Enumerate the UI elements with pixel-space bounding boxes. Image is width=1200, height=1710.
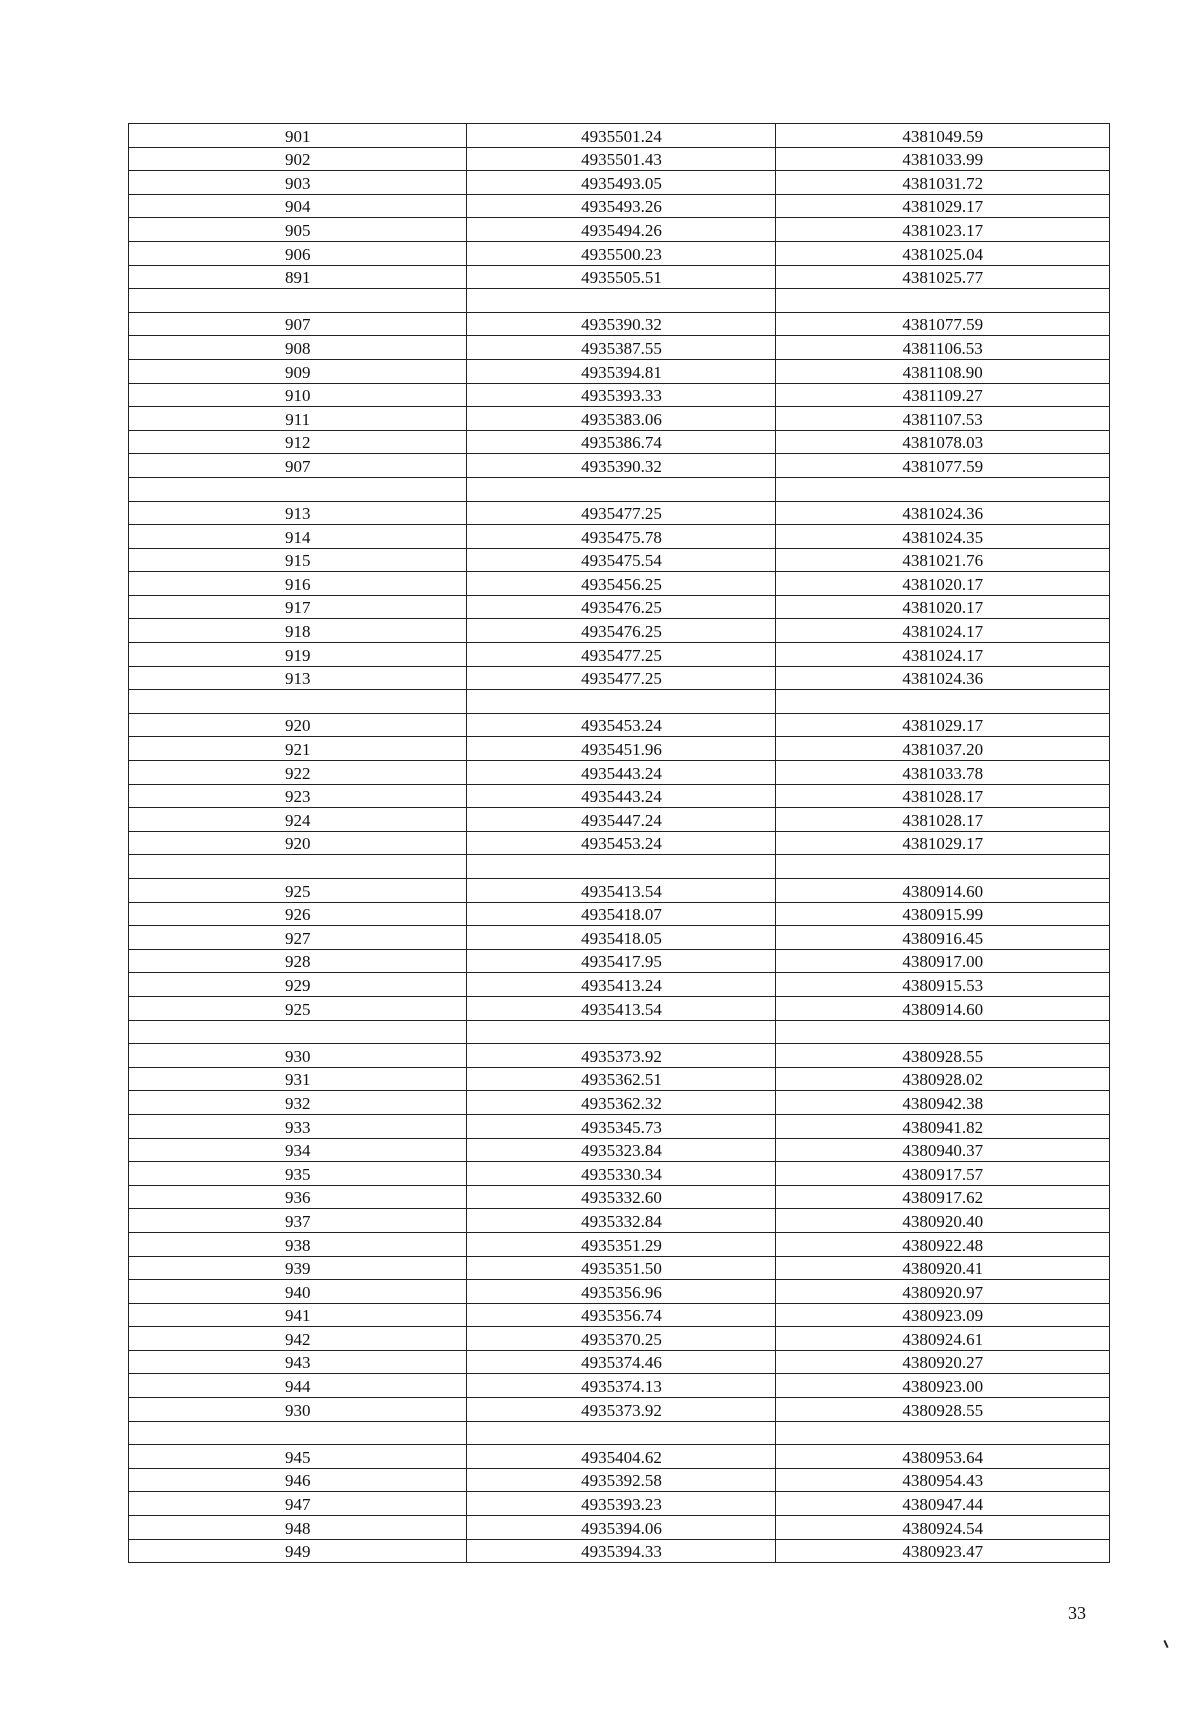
- x-coordinate-cell: 4935387.55: [467, 336, 776, 360]
- table-row: [129, 241, 1110, 265]
- table-row: [129, 147, 1110, 171]
- x-coordinate-cell: 4935362.32: [467, 1091, 776, 1115]
- y-coordinate-cell: 4380954.43: [776, 1468, 1110, 1492]
- y-coordinate-cell: 4381025.77: [776, 265, 1110, 289]
- y-coordinate-cell: 4381109.27: [776, 383, 1110, 407]
- x-coordinate-cell: 4935374.46: [467, 1350, 776, 1374]
- y-coordinate-cell: 4381077.59: [776, 312, 1110, 336]
- point-number-cell: 920: [129, 713, 467, 737]
- point-number-cell: 913: [129, 501, 467, 525]
- point-number-cell: 938: [129, 1232, 467, 1256]
- x-coordinate-cell: 4935362.51: [467, 1067, 776, 1091]
- x-coordinate-cell: 4935417.95: [467, 949, 776, 973]
- table-row: [129, 1256, 1110, 1280]
- y-coordinate-cell: 4380923.09: [776, 1303, 1110, 1327]
- point-number-cell: 917: [129, 595, 467, 619]
- point-number-cell: 925: [129, 996, 467, 1020]
- y-coordinate-cell: 4381024.36: [776, 501, 1110, 525]
- y-coordinate-cell: 4381020.17: [776, 595, 1110, 619]
- x-coordinate-cell: [467, 855, 776, 879]
- point-number-cell: 933: [129, 1114, 467, 1138]
- table-row: [129, 383, 1110, 407]
- point-number-cell: 930: [129, 1044, 467, 1068]
- table-row: [129, 1209, 1110, 1233]
- table-row: [129, 643, 1110, 667]
- point-number-cell: 910: [129, 383, 467, 407]
- point-number-cell: 932: [129, 1091, 467, 1115]
- y-coordinate-cell: 4381024.36: [776, 666, 1110, 690]
- y-coordinate-cell: 4380920.40: [776, 1209, 1110, 1233]
- table-row: [129, 973, 1110, 997]
- table-row: [129, 1303, 1110, 1327]
- x-coordinate-cell: 4935453.24: [467, 831, 776, 855]
- x-coordinate-cell: 4935390.32: [467, 454, 776, 478]
- x-coordinate-cell: 4935394.33: [467, 1539, 776, 1563]
- point-number-cell: 919: [129, 643, 467, 667]
- x-coordinate-cell: 4935413.24: [467, 973, 776, 997]
- table-row: [129, 430, 1110, 454]
- coordinates-table: [128, 123, 1110, 1563]
- table-row: [129, 949, 1110, 973]
- page-number: 33: [1068, 1603, 1086, 1623]
- table-row: [129, 171, 1110, 195]
- x-coordinate-cell: 4935443.24: [467, 761, 776, 785]
- y-coordinate-cell: 4381023.17: [776, 218, 1110, 242]
- table-row: [129, 1020, 1110, 1044]
- y-coordinate-cell: [776, 1421, 1110, 1445]
- table-row: [129, 1185, 1110, 1209]
- y-coordinate-cell: 4381107.53: [776, 407, 1110, 431]
- x-coordinate-cell: 4935418.07: [467, 902, 776, 926]
- y-coordinate-cell: 4380928.55: [776, 1398, 1110, 1422]
- y-coordinate-cell: 4381029.17: [776, 831, 1110, 855]
- x-coordinate-cell: [467, 1020, 776, 1044]
- x-coordinate-cell: 4935356.74: [467, 1303, 776, 1327]
- point-number-cell: 915: [129, 548, 467, 572]
- y-coordinate-cell: 4381037.20: [776, 737, 1110, 761]
- table-row: [129, 1044, 1110, 1068]
- x-coordinate-cell: 4935351.29: [467, 1232, 776, 1256]
- point-number-cell: 920: [129, 831, 467, 855]
- table-row: [129, 666, 1110, 690]
- point-number-cell: 921: [129, 737, 467, 761]
- point-number-cell: 907: [129, 454, 467, 478]
- y-coordinate-cell: 4380920.41: [776, 1256, 1110, 1280]
- table-row: [129, 1327, 1110, 1351]
- table-row: [129, 501, 1110, 525]
- x-coordinate-cell: [467, 289, 776, 313]
- table-row: [129, 1162, 1110, 1186]
- x-coordinate-cell: 4935373.92: [467, 1044, 776, 1068]
- point-number-cell: 943: [129, 1350, 467, 1374]
- table-row: [129, 265, 1110, 289]
- point-number-cell: 931: [129, 1067, 467, 1091]
- table-row: [129, 1492, 1110, 1516]
- x-coordinate-cell: 4935383.06: [467, 407, 776, 431]
- table-row: [129, 525, 1110, 549]
- y-coordinate-cell: 4380923.47: [776, 1539, 1110, 1563]
- x-coordinate-cell: 4935323.84: [467, 1138, 776, 1162]
- table-row: [129, 1114, 1110, 1138]
- y-coordinate-cell: [776, 477, 1110, 501]
- y-coordinate-cell: 4381033.99: [776, 147, 1110, 171]
- x-coordinate-cell: [467, 477, 776, 501]
- point-number-cell: [129, 289, 467, 313]
- point-number-cell: 946: [129, 1468, 467, 1492]
- y-coordinate-cell: 4380914.60: [776, 996, 1110, 1020]
- y-coordinate-cell: 4381108.90: [776, 359, 1110, 383]
- x-coordinate-cell: 4935345.73: [467, 1114, 776, 1138]
- x-coordinate-cell: 4935501.24: [467, 124, 776, 148]
- table-row: [129, 336, 1110, 360]
- table-row: [129, 902, 1110, 926]
- y-coordinate-cell: 4381033.78: [776, 761, 1110, 785]
- y-coordinate-cell: 4380915.99: [776, 902, 1110, 926]
- table-row: [129, 1398, 1110, 1422]
- x-coordinate-cell: 4935394.81: [467, 359, 776, 383]
- point-number-cell: 913: [129, 666, 467, 690]
- x-coordinate-cell: 4935456.25: [467, 572, 776, 596]
- y-coordinate-cell: 4381028.17: [776, 808, 1110, 832]
- table-row: [129, 218, 1110, 242]
- point-number-cell: 908: [129, 336, 467, 360]
- table-row: [129, 289, 1110, 313]
- table-row: [129, 359, 1110, 383]
- point-number-cell: 930: [129, 1398, 467, 1422]
- point-number-cell: 903: [129, 171, 467, 195]
- y-coordinate-cell: [776, 690, 1110, 714]
- y-coordinate-cell: 4380915.53: [776, 973, 1110, 997]
- table-row: [129, 690, 1110, 714]
- point-number-cell: 948: [129, 1516, 467, 1540]
- x-coordinate-cell: 4935356.96: [467, 1280, 776, 1304]
- x-coordinate-cell: 4935500.23: [467, 241, 776, 265]
- point-number-cell: 949: [129, 1539, 467, 1563]
- x-coordinate-cell: 4935453.24: [467, 713, 776, 737]
- x-coordinate-cell: 4935505.51: [467, 265, 776, 289]
- x-coordinate-cell: 4935475.78: [467, 525, 776, 549]
- table-row: [129, 996, 1110, 1020]
- y-coordinate-cell: 4380942.38: [776, 1091, 1110, 1115]
- x-coordinate-cell: 4935494.26: [467, 218, 776, 242]
- y-coordinate-cell: 4381024.35: [776, 525, 1110, 549]
- y-coordinate-cell: 4381049.59: [776, 124, 1110, 148]
- point-number-cell: 934: [129, 1138, 467, 1162]
- point-number-cell: 902: [129, 147, 467, 171]
- table-row: [129, 831, 1110, 855]
- table-row: [129, 1350, 1110, 1374]
- stray-mark: [1163, 1640, 1168, 1648]
- table-row: [129, 926, 1110, 950]
- point-number-cell: 924: [129, 808, 467, 832]
- point-number-cell: 916: [129, 572, 467, 596]
- point-number-cell: 901: [129, 124, 467, 148]
- table-row: [129, 1445, 1110, 1469]
- point-number-cell: 928: [129, 949, 467, 973]
- point-number-cell: 909: [129, 359, 467, 383]
- point-number-cell: [129, 690, 467, 714]
- table-row: [129, 784, 1110, 808]
- table-row: [129, 1539, 1110, 1563]
- x-coordinate-cell: 4935477.25: [467, 501, 776, 525]
- y-coordinate-cell: 4380923.00: [776, 1374, 1110, 1398]
- y-coordinate-cell: 4380920.27: [776, 1350, 1110, 1374]
- y-coordinate-cell: 4380928.55: [776, 1044, 1110, 1068]
- y-coordinate-cell: 4381029.17: [776, 713, 1110, 737]
- x-coordinate-cell: 4935418.05: [467, 926, 776, 950]
- point-number-cell: 941: [129, 1303, 467, 1327]
- table-row: [129, 1516, 1110, 1540]
- y-coordinate-cell: 4380917.57: [776, 1162, 1110, 1186]
- x-coordinate-cell: 4935447.24: [467, 808, 776, 832]
- y-coordinate-cell: 4380917.62: [776, 1185, 1110, 1209]
- table-row: [129, 737, 1110, 761]
- table-row: [129, 572, 1110, 596]
- point-number-cell: 911: [129, 407, 467, 431]
- y-coordinate-cell: [776, 855, 1110, 879]
- point-number-cell: 945: [129, 1445, 467, 1469]
- point-number-cell: 939: [129, 1256, 467, 1280]
- point-number-cell: 907: [129, 312, 467, 336]
- point-number-cell: 912: [129, 430, 467, 454]
- table-row: [129, 1138, 1110, 1162]
- x-coordinate-cell: 4935413.54: [467, 996, 776, 1020]
- table-row: [129, 595, 1110, 619]
- point-number-cell: 914: [129, 525, 467, 549]
- table-row: [129, 808, 1110, 832]
- table-row: [129, 407, 1110, 431]
- table-row: [129, 1374, 1110, 1398]
- coordinates-table-body: [129, 124, 1110, 1563]
- table-row: [129, 477, 1110, 501]
- point-number-cell: 905: [129, 218, 467, 242]
- y-coordinate-cell: 4380922.48: [776, 1232, 1110, 1256]
- x-coordinate-cell: 4935332.84: [467, 1209, 776, 1233]
- x-coordinate-cell: 4935493.26: [467, 194, 776, 218]
- x-coordinate-cell: 4935501.43: [467, 147, 776, 171]
- y-coordinate-cell: 4381024.17: [776, 643, 1110, 667]
- table-row: [129, 194, 1110, 218]
- x-coordinate-cell: 4935404.62: [467, 1445, 776, 1469]
- table-row: [129, 1091, 1110, 1115]
- point-number-cell: [129, 855, 467, 879]
- y-coordinate-cell: 4381025.04: [776, 241, 1110, 265]
- table-row: [129, 713, 1110, 737]
- table-row: [129, 1067, 1110, 1091]
- x-coordinate-cell: 4935477.25: [467, 666, 776, 690]
- x-coordinate-cell: 4935393.33: [467, 383, 776, 407]
- point-number-cell: 929: [129, 973, 467, 997]
- point-number-cell: 906: [129, 241, 467, 265]
- x-coordinate-cell: 4935477.25: [467, 643, 776, 667]
- y-coordinate-cell: 4381031.72: [776, 171, 1110, 195]
- table-row: [129, 879, 1110, 903]
- point-number-cell: [129, 1421, 467, 1445]
- point-number-cell: 922: [129, 761, 467, 785]
- x-coordinate-cell: 4935351.50: [467, 1256, 776, 1280]
- y-coordinate-cell: 4381021.76: [776, 548, 1110, 572]
- x-coordinate-cell: 4935393.23: [467, 1492, 776, 1516]
- y-coordinate-cell: 4381028.17: [776, 784, 1110, 808]
- point-number-cell: 927: [129, 926, 467, 950]
- x-coordinate-cell: 4935476.25: [467, 619, 776, 643]
- x-coordinate-cell: 4935451.96: [467, 737, 776, 761]
- x-coordinate-cell: 4935392.58: [467, 1468, 776, 1492]
- point-number-cell: 891: [129, 265, 467, 289]
- x-coordinate-cell: 4935413.54: [467, 879, 776, 903]
- y-coordinate-cell: 4380924.61: [776, 1327, 1110, 1351]
- x-coordinate-cell: 4935390.32: [467, 312, 776, 336]
- x-coordinate-cell: 4935373.92: [467, 1398, 776, 1422]
- x-coordinate-cell: [467, 690, 776, 714]
- x-coordinate-cell: 4935386.74: [467, 430, 776, 454]
- point-number-cell: [129, 477, 467, 501]
- table-row: [129, 1421, 1110, 1445]
- x-coordinate-cell: 4935475.54: [467, 548, 776, 572]
- y-coordinate-cell: 4380914.60: [776, 879, 1110, 903]
- point-number-cell: 947: [129, 1492, 467, 1516]
- x-coordinate-cell: 4935493.05: [467, 171, 776, 195]
- y-coordinate-cell: [776, 1020, 1110, 1044]
- table-row: [129, 619, 1110, 643]
- table-row: [129, 1468, 1110, 1492]
- point-number-cell: 940: [129, 1280, 467, 1304]
- point-number-cell: 918: [129, 619, 467, 643]
- table-row: [129, 312, 1110, 336]
- y-coordinate-cell: 4381020.17: [776, 572, 1110, 596]
- y-coordinate-cell: 4380916.45: [776, 926, 1110, 950]
- table-row: [129, 1280, 1110, 1304]
- point-number-cell: 923: [129, 784, 467, 808]
- point-number-cell: 926: [129, 902, 467, 926]
- point-number-cell: [129, 1020, 467, 1044]
- y-coordinate-cell: 4380917.00: [776, 949, 1110, 973]
- y-coordinate-cell: 4380941.82: [776, 1114, 1110, 1138]
- table-row: [129, 855, 1110, 879]
- y-coordinate-cell: 4380928.02: [776, 1067, 1110, 1091]
- point-number-cell: 904: [129, 194, 467, 218]
- point-number-cell: 935: [129, 1162, 467, 1186]
- x-coordinate-cell: 4935476.25: [467, 595, 776, 619]
- table-row: [129, 761, 1110, 785]
- x-coordinate-cell: 4935330.34: [467, 1162, 776, 1186]
- y-coordinate-cell: 4380924.54: [776, 1516, 1110, 1540]
- x-coordinate-cell: 4935370.25: [467, 1327, 776, 1351]
- y-coordinate-cell: 4380953.64: [776, 1445, 1110, 1469]
- point-number-cell: 942: [129, 1327, 467, 1351]
- x-coordinate-cell: 4935374.13: [467, 1374, 776, 1398]
- table-row: [129, 124, 1110, 148]
- x-coordinate-cell: 4935443.24: [467, 784, 776, 808]
- y-coordinate-cell: 4381106.53: [776, 336, 1110, 360]
- table-row: [129, 548, 1110, 572]
- y-coordinate-cell: 4381078.03: [776, 430, 1110, 454]
- table-row: [129, 454, 1110, 478]
- point-number-cell: 937: [129, 1209, 467, 1233]
- point-number-cell: 936: [129, 1185, 467, 1209]
- y-coordinate-cell: 4380947.44: [776, 1492, 1110, 1516]
- x-coordinate-cell: 4935332.60: [467, 1185, 776, 1209]
- point-number-cell: 925: [129, 879, 467, 903]
- point-number-cell: 944: [129, 1374, 467, 1398]
- table-row: [129, 1232, 1110, 1256]
- x-coordinate-cell: 4935394.06: [467, 1516, 776, 1540]
- y-coordinate-cell: [776, 289, 1110, 313]
- y-coordinate-cell: 4380940.37: [776, 1138, 1110, 1162]
- y-coordinate-cell: 4381029.17: [776, 194, 1110, 218]
- y-coordinate-cell: 4381024.17: [776, 619, 1110, 643]
- y-coordinate-cell: 4380920.97: [776, 1280, 1110, 1304]
- y-coordinate-cell: 4381077.59: [776, 454, 1110, 478]
- x-coordinate-cell: [467, 1421, 776, 1445]
